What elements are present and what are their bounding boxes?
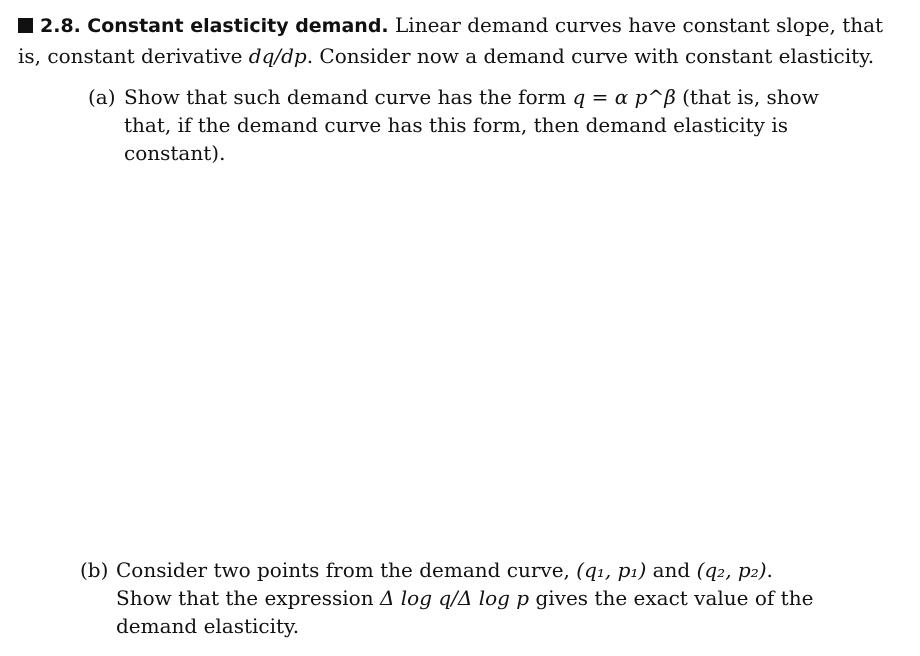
problem-intro-text-3: . Consider now a demand curve with constant elasticity. bbox=[306, 44, 875, 68]
part-b-body bbox=[80, 556, 825, 640]
part-b-label: (b) bbox=[80, 558, 109, 582]
point-1: (q₁, p₁) bbox=[576, 558, 647, 582]
derivative-formula: dq/dp bbox=[248, 44, 307, 68]
part-a bbox=[88, 83, 823, 167]
part-a-label: (a) bbox=[88, 85, 116, 109]
problem-title: Constant elasticity demand. bbox=[87, 15, 389, 37]
problem-square-icon bbox=[18, 18, 33, 33]
problem-intro-text-2: constant derivative bbox=[47, 44, 243, 68]
point-2: (q₂, p₂) bbox=[696, 558, 767, 582]
demand-formula: q = α p^β bbox=[572, 85, 676, 109]
problem-intro-text: Linear demand curves have constant slope, that is, bbox=[18, 13, 884, 68]
part-b-text: Consider two points from the demand curve, bbox=[116, 558, 570, 582]
part-b bbox=[80, 556, 825, 640]
part-a-body bbox=[88, 83, 823, 167]
part-b-text-after: gives the exact value of the demand elasticity. bbox=[116, 586, 814, 638]
part-b-and: and bbox=[652, 558, 691, 582]
log-ratio-expression: Δ log q/Δ log p bbox=[379, 586, 530, 610]
problem-number: 2.8. bbox=[40, 15, 81, 37]
part-a-text-after: (that is, show that, if the demand curve has this form, then demand elasticity is constant). bbox=[124, 85, 819, 165]
part-a-text: Show that such demand curve has the form bbox=[124, 85, 567, 109]
part-b-text-middle: . Show that the expression bbox=[116, 558, 773, 610]
problem-statement bbox=[18, 10, 908, 71]
